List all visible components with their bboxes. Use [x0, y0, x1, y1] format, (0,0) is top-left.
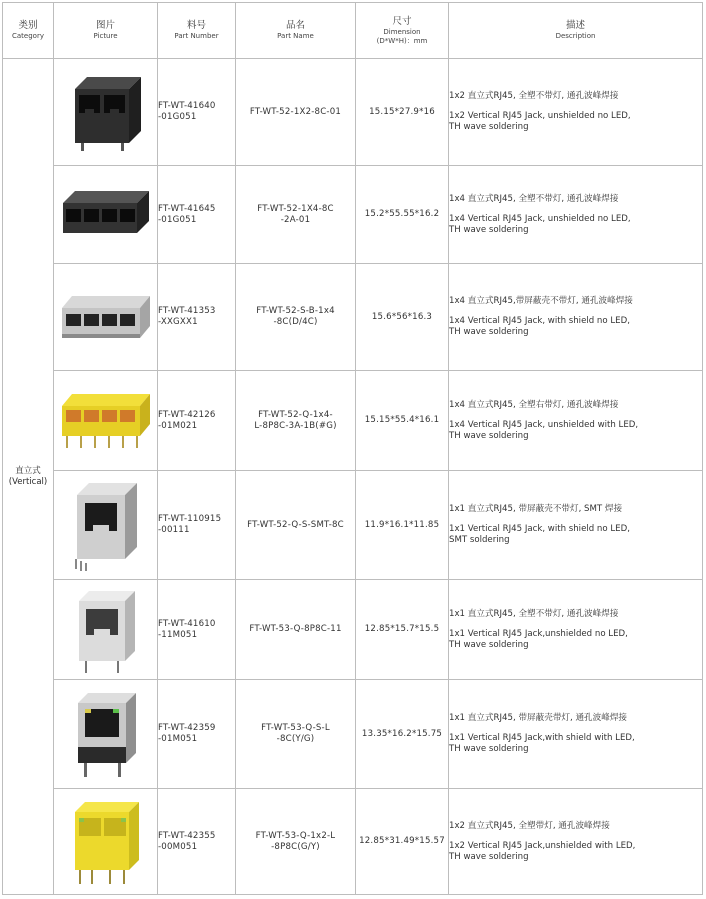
dimension-cell: 12.85*31.49*15.57 — [356, 789, 449, 895]
table-row — [3, 166, 703, 264]
header-dimension: 尺寸 Dimension (D*W*H)：mm — [356, 3, 449, 59]
table-row — [3, 264, 703, 371]
part-name-cell: FT-WT-52-Q-S-SMT-8C — [236, 471, 356, 580]
picture-cell — [54, 371, 158, 471]
description-cell: 1x4 直立式RJ45,带屏蔽壳不带灯, 通孔波峰焊接 1x4 Vertical RJ45 Jack, with shield no LED, TH wave soldering — [449, 264, 703, 371]
dimension-cell: 15.15*27.9*16 — [356, 59, 449, 166]
picture-cell — [54, 789, 158, 895]
dimension-cell: 11.9*16.1*11.85 — [356, 471, 449, 580]
table-row — [3, 371, 703, 471]
picture-cell — [54, 166, 158, 264]
header-part-number: 料号 Part Number — [158, 3, 236, 59]
picture-cell — [54, 264, 158, 371]
header-picture: 图片 Picture — [54, 3, 158, 59]
table-row — [3, 471, 703, 580]
part-name-cell: FT-WT-53-Q-8P8C-11 — [236, 580, 356, 680]
header-category: 类别 Category — [3, 3, 54, 59]
rj45-1x1-grey-connector-image — [73, 585, 139, 675]
description-cell: 1x1 直立式RJ45, 带屏蔽壳不带灯, SMT 焊接 1x1 Vertical RJ45 Jack, with shield no LED, SMT soldering — [449, 471, 703, 580]
part-name-cell: FT-WT-52-1X2-8C-01 — [236, 59, 356, 166]
part-number-cell: FT-WT-42126 -01M021 — [158, 371, 236, 471]
dimension-cell: 13.35*16.2*15.75 — [356, 680, 449, 789]
dimension-cell: 15.2*55.55*16.2 — [356, 166, 449, 264]
part-number-cell: FT-WT-41610 -11M051 — [158, 580, 236, 680]
rj45-1x1-smt-shielded-connector-image — [69, 477, 143, 573]
dimension-cell: 15.15*55.4*16.1 — [356, 371, 449, 471]
picture-cell — [54, 680, 158, 789]
table-row — [3, 680, 703, 789]
part-number-cell: FT-WT-42359 -01M051 — [158, 680, 236, 789]
description-cell: 1x2 直立式RJ45, 全塑不带灯, 通孔波峰焊接 1x2 Vertical RJ45 Jack, unshielded no LED, TH wave soldering — [449, 59, 703, 166]
dimension-cell: 12.85*15.7*15.5 — [356, 580, 449, 680]
rj45-1x2-black-connector-image — [67, 71, 145, 153]
header-part-name: 品名 Part Name — [236, 3, 356, 59]
category-cell: 直立式 (Vertical) — [3, 59, 54, 895]
part-number-cell: FT-WT-42355 -00M051 — [158, 789, 236, 895]
part-number-cell: FT-WT-41645 -01G051 — [158, 166, 236, 264]
header-description: 描述 Description — [449, 3, 703, 59]
rj45-1x1-shielded-led-connector-image — [70, 687, 142, 781]
table-row — [3, 59, 703, 166]
part-name-cell: FT-WT-52-1X4-8C -2A-01 — [236, 166, 356, 264]
description-cell: 1x4 直立式RJ45, 全塑不带灯, 通孔波峰焊接 1x4 Vertical RJ45 Jack, unshielded no LED, TH wave soldering — [449, 166, 703, 264]
part-number-cell: FT-WT-41640 -01G051 — [158, 59, 236, 166]
description-cell: 1x4 直立式RJ45, 全塑右带灯, 通孔波峰焊接 1x4 Vertical RJ45 Jack, unshielded with LED, TH wave soldering — [449, 371, 703, 471]
rj45-1x4-yellow-connector-image — [60, 390, 152, 452]
part-number-cell: FT-WT-41353 -XXGXX1 — [158, 264, 236, 371]
header-row — [3, 3, 703, 59]
rj45-1x4-black-connector-image — [61, 187, 151, 242]
picture-cell — [54, 59, 158, 166]
rj45-1x2-yellow-connector-image — [69, 796, 143, 888]
picture-cell — [54, 471, 158, 580]
table-row — [3, 580, 703, 680]
description-cell: 1x1 直立式RJ45, 全塑不带灯, 通孔波峰焊接 1x1 Vertical RJ45 Jack,unshielded no LED, TH wave soldering — [449, 580, 703, 680]
part-name-cell: FT-WT-53-Q-S-L -8C(Y/G) — [236, 680, 356, 789]
rj45-1x4-shielded-connector-image — [60, 290, 152, 345]
table-row — [3, 789, 703, 895]
product-spec-table — [2, 2, 703, 895]
description-cell: 1x2 直立式RJ45, 全塑带灯, 通孔波峰焊接 1x2 Vertical RJ45 Jack,unshielded with LED, TH wave soldering — [449, 789, 703, 895]
part-number-cell: FT-WT-110915 -00111 — [158, 471, 236, 580]
description-cell: 1x1 直立式RJ45, 带屏蔽壳带灯, 通孔波峰焊接 1x1 Vertical RJ45 Jack,with shield with LED, TH wave soldering — [449, 680, 703, 789]
part-name-cell: FT-WT-52-S-B-1x4 -8C(D/4C) — [236, 264, 356, 371]
picture-cell — [54, 580, 158, 680]
part-name-cell: FT-WT-53-Q-1x2-L -8P8C(G/Y) — [236, 789, 356, 895]
dimension-cell: 15.6*56*16.3 — [356, 264, 449, 371]
part-name-cell: FT-WT-52-Q-1x4- L-8P8C-3A-1B(#G) — [236, 371, 356, 471]
